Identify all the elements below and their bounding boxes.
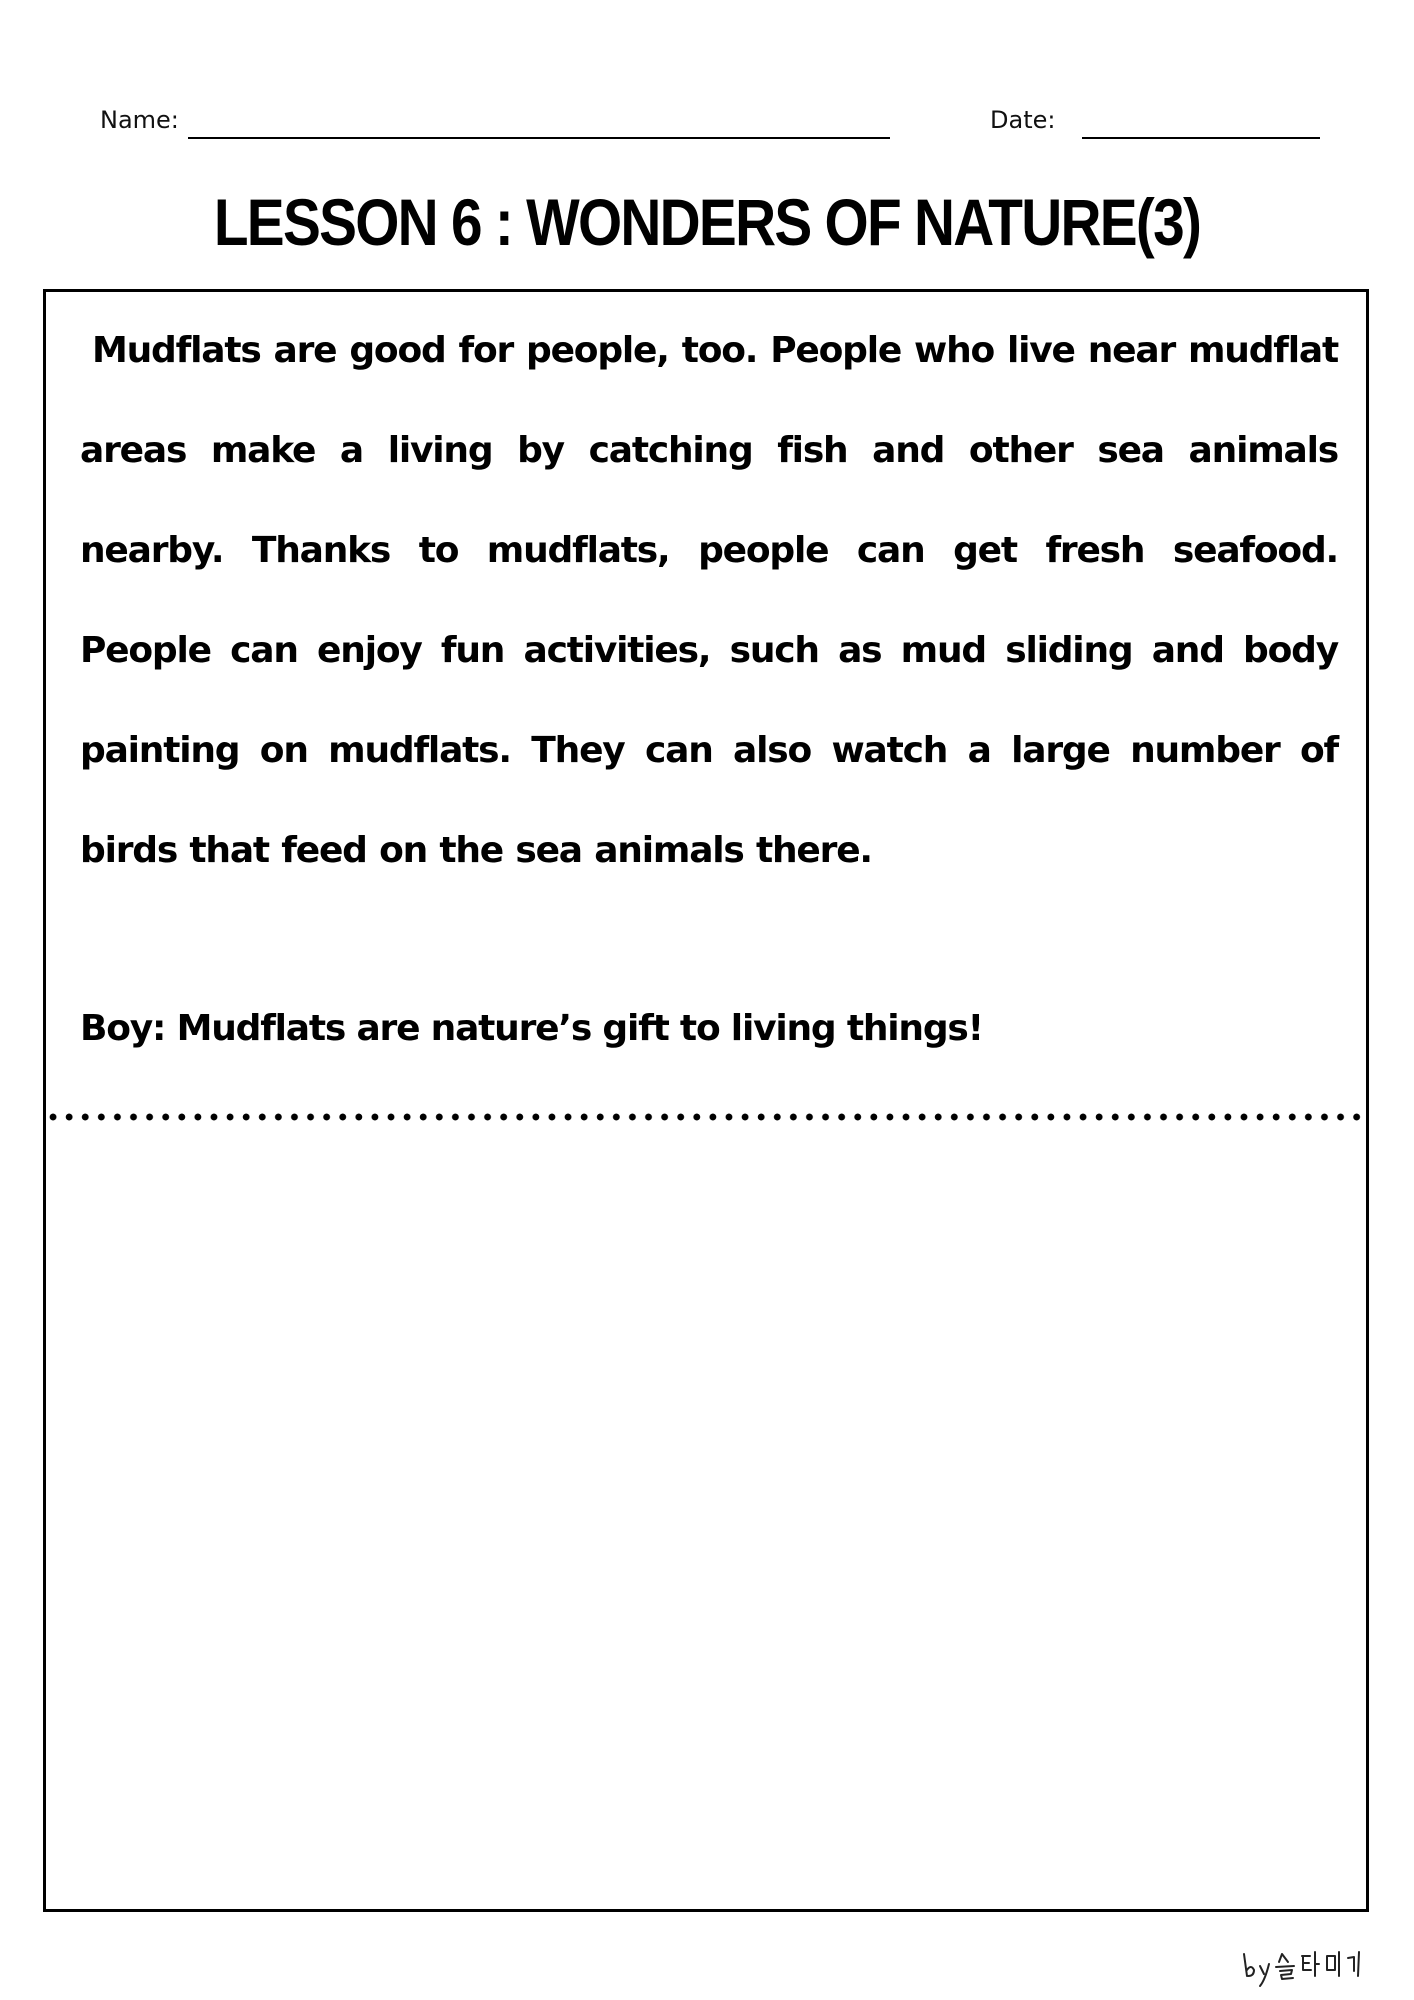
content-frame [43,289,1369,1912]
author-signature [1238,1940,1368,1990]
writing-area[interactable] [46,1128,1366,1908]
date-label: Date: [990,106,1056,134]
reading-passage: Mudflats are good for people, too. People who live near mudflat areas make a living by catching fish and other sea animals nearby. Thanks to mudflats, people can get fresh seafood. People can enjoy fun activities, such as mud sliding and body painting on mudflats. They can also watch a large number of birds that feed on the sea animals there. [80,330,1338,871]
dialogue-line: Boy: Mudflats are nature’s gift to living things! [80,1008,983,1049]
signature-handwriting-icon [1238,1940,1368,1990]
header-fields [100,104,1320,144]
name-field[interactable] [188,137,890,139]
date-field[interactable] [1082,137,1320,139]
name-label: Name: [100,106,179,134]
dotted-divider [43,1112,1369,1122]
page-title: LESSON 6 : WONDERS OF NATURE(3) [213,185,1201,259]
